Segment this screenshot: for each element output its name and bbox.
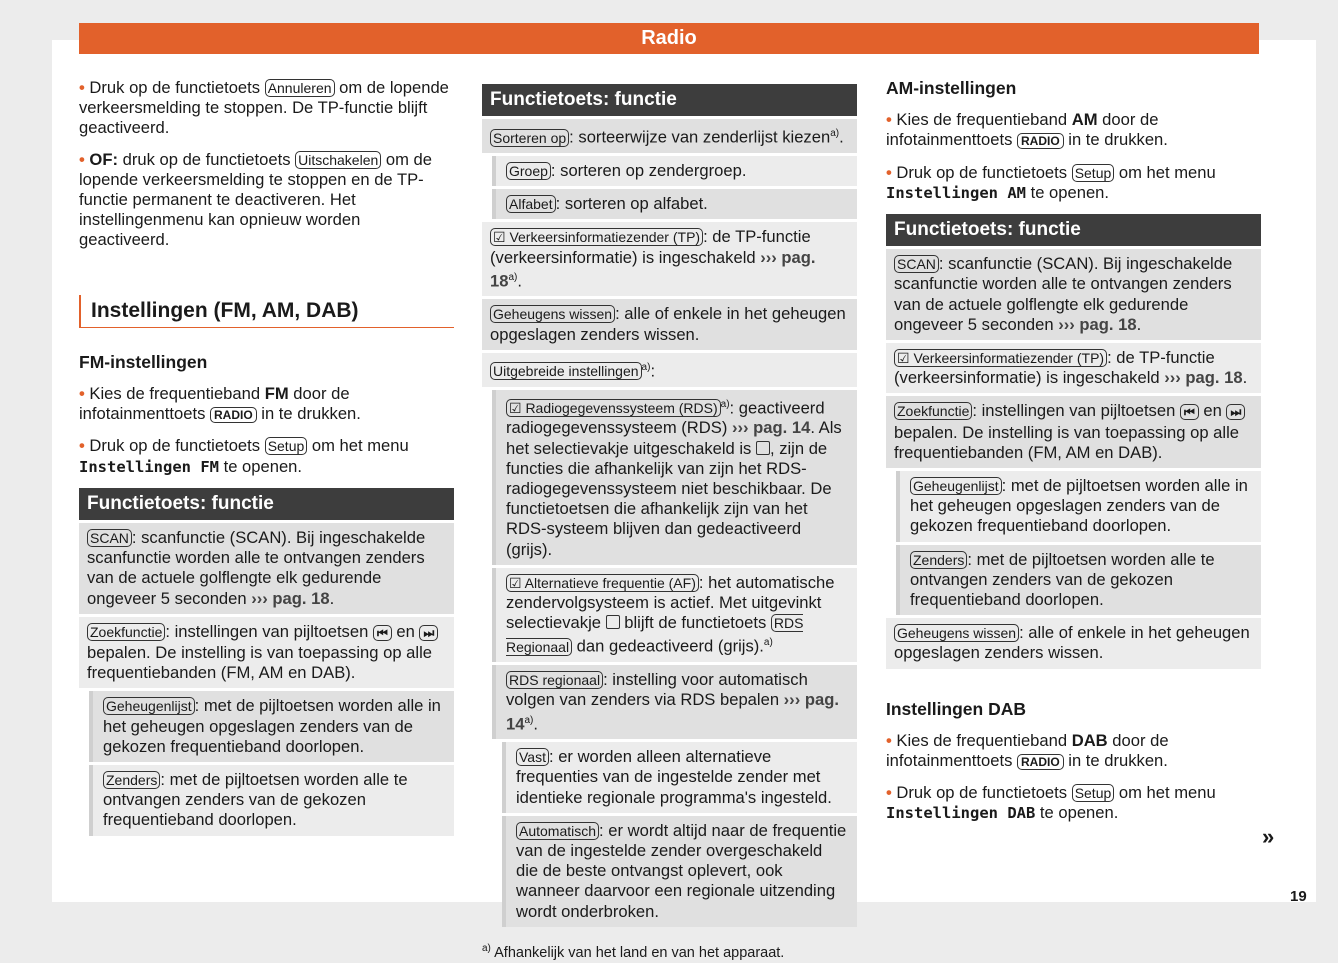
table-row	[89, 765, 454, 836]
table-row	[482, 222, 857, 296]
function-key-label: Zoekfunctie	[87, 623, 165, 641]
bullet-icon: •	[886, 162, 897, 182]
table-row	[482, 353, 857, 387]
footnote-marker: a)	[508, 271, 518, 283]
function-key-label: Alfabet	[506, 195, 556, 213]
text: om de lopende verkeersmelding te stoppen en de TP-functie permanent te deactiveren. Het instellingenmenu kan opnieuw worden geactiveerd.	[79, 149, 433, 250]
page-reference: ››› pag. 18	[1164, 368, 1243, 388]
bullet-item	[886, 110, 1261, 151]
text: en	[1198, 401, 1227, 421]
text: :	[650, 361, 656, 381]
table-row	[502, 816, 857, 927]
text: : er wordt altijd naar de frequentie van de ingestelde zender overgeschakeld die de beste ontvangst oplevert, ook wanneer daarvoor een regionale uitzending wordt onderbroken.	[516, 820, 847, 921]
bold-text: OF:	[89, 149, 118, 169]
seek-forward-key-icon: ⏭	[419, 625, 438, 641]
bullet-icon: •	[886, 730, 897, 750]
function-key-label: Setup	[1072, 164, 1115, 182]
text: , zijn de functies die afhankelijk van zijn het RDS-radiogegevenssysteem niet beschikbaar. De functietoetsen die afhankelijk zijn van het RDS-systeem blijven dan gedeactiveerd (grijs).	[506, 438, 832, 559]
table-row	[492, 665, 857, 739]
text: : alle of enkele in het geheugen opgeslagen zenders wissen.	[894, 623, 1250, 663]
function-key-label: RDS Regionaal	[506, 615, 804, 655]
text: te openen.	[1025, 182, 1110, 202]
text: : met de pijltoetsen worden alle in het geheugen opgeslagen zenders van de gekozen frequentieband doorlopen.	[910, 476, 1248, 536]
function-key-label: Sorteren op	[490, 129, 569, 147]
text: : scanfunctie (SCAN). Bij ingeschakelde scanfunctie worden alle te ontvangen zenders van de actuele golflengte elk gedurende ongeveer 5 seconden	[87, 528, 426, 608]
subheading: AM-instellingen	[886, 78, 1017, 98]
function-table	[482, 84, 857, 927]
text: dan gedeactiveerd (grijs).	[572, 636, 764, 656]
text: te openen.	[218, 456, 303, 476]
subheading: FM-instellingen	[79, 351, 208, 372]
text: te openen.	[1035, 803, 1119, 823]
page-reference: ››› pag. 14	[731, 418, 811, 438]
bullet-icon: •	[886, 110, 897, 130]
function-key-label: Geheugens wissen	[894, 624, 1019, 642]
table-row	[492, 390, 857, 565]
text: Kies de frequentieband	[896, 730, 1072, 750]
function-key-label: Zenders	[910, 551, 967, 569]
column-middle	[482, 78, 857, 963]
bullet-item	[886, 163, 1261, 203]
continue-mark: »	[1262, 824, 1275, 849]
text: druk op de functietoets	[118, 149, 296, 169]
text: . Als het selectievakje uitgeschakeld is	[506, 418, 842, 458]
page-reference: ››› pag. 14	[506, 690, 839, 734]
bullet-item	[79, 384, 454, 425]
page-reference: ››› pag. 18	[490, 247, 816, 291]
function-key-label: Geheugenlijst	[103, 697, 195, 715]
function-key-label: Zoekfunctie	[894, 402, 972, 420]
text: : de TP-functie (verkeersinformatie) is ingeschakeld	[894, 348, 1215, 388]
column-left	[79, 78, 454, 848]
text: : instelling voor automatisch volgen van zenders via RDS bepalen	[506, 670, 808, 710]
table-row	[492, 189, 857, 219]
text: Kies de frequentieband	[896, 110, 1072, 130]
footnote-marker: a)	[641, 361, 651, 373]
radio-key-icon: RADIO	[1017, 754, 1064, 770]
text: : het automatische zendervolgsysteem is actief. Met uitgevinkt selectievakje	[506, 572, 835, 633]
function-key-label: SCAN	[87, 529, 132, 547]
text: door de infotainmenttoets	[886, 110, 1159, 150]
menu-name: Instellingen DAB	[886, 804, 1036, 823]
bullet-icon: •	[886, 783, 897, 803]
function-key-label: SCAN	[894, 255, 939, 273]
bullet-item	[886, 783, 1261, 823]
text: .	[517, 271, 522, 291]
text: Druk op de functietoets	[896, 162, 1072, 182]
text: .	[839, 127, 844, 147]
text: : sorteren op zendergroep.	[550, 160, 747, 180]
text: .	[533, 714, 538, 734]
text: in te drukken.	[1063, 130, 1168, 150]
footnote-marker: a)	[720, 398, 730, 410]
table-row	[502, 742, 857, 813]
text: : met de pijltoetsen worden alle in het geheugen opgeslagen zenders van de gekozen frequentieband doorlopen.	[103, 696, 441, 756]
text: Afhankelijk van het land en van het apparaat.	[490, 944, 785, 961]
subheading: Instellingen DAB	[886, 698, 1027, 719]
table-row	[886, 343, 1261, 393]
function-key-label: Geheugens wissen	[490, 305, 615, 323]
bullet-item	[79, 150, 454, 251]
function-key-label: ☑ Verkeersinformatiezender (TP)	[490, 228, 703, 246]
function-key-label: ☑ Alternatieve frequentie (AF)	[506, 574, 699, 592]
text: : geactiveerd radiogegevenssysteem (RDS)	[506, 398, 825, 438]
text: Druk op de functietoets	[89, 78, 265, 97]
bullet-item	[886, 731, 1261, 772]
text: bepalen. De instelling is van toepassing op alle frequentiebanden (FM, AM en DAB).	[87, 643, 433, 683]
table-row	[886, 249, 1261, 340]
function-key-label: Setup	[265, 437, 308, 455]
bullet-item	[79, 436, 454, 476]
table-row	[79, 617, 454, 689]
table-row	[896, 471, 1261, 542]
section-header: Radio	[79, 23, 1259, 54]
table-row	[492, 568, 857, 662]
function-key-label: Groep	[506, 162, 551, 180]
footnote	[482, 939, 857, 963]
table-row	[896, 545, 1261, 616]
column-right	[886, 78, 1261, 835]
table-row	[492, 156, 857, 186]
table-row	[886, 396, 1261, 468]
radio-key-icon: RADIO	[210, 407, 257, 423]
function-key-label: Setup	[1072, 784, 1115, 802]
bullet-icon: •	[79, 149, 90, 169]
unchecked-checkbox-icon	[756, 441, 770, 455]
text: : sorteerwijze van zenderlijst kiezen	[569, 127, 831, 147]
text: : er worden alleen alternatieve frequenties van de ingestelde zender met identieke regionale programma's ingesteld.	[516, 747, 832, 807]
text: : instellingen van pijltoetsen	[972, 401, 1180, 421]
function-key-label: Uitschakelen	[295, 151, 381, 169]
text: blijft de functietoets	[619, 613, 771, 633]
seek-forward-key-icon: ⏭	[1226, 404, 1245, 420]
function-key-label: Zenders	[103, 771, 160, 789]
table-row	[79, 523, 454, 614]
unchecked-checkbox-icon	[606, 615, 620, 629]
table-row	[482, 119, 857, 153]
text: .	[329, 588, 335, 608]
table-row	[482, 299, 857, 349]
text: in te drukken.	[1063, 751, 1168, 771]
text: : alle of enkele in het geheugen opgeslagen zenders wissen.	[490, 304, 846, 344]
text: om de lopende verkeersmelding te stoppen. De TP-functie blijft geactiveerd.	[79, 78, 449, 138]
table-row	[886, 618, 1261, 668]
bullet-icon: •	[79, 436, 90, 456]
text: : sorteren op alfabet.	[555, 194, 708, 214]
text: : de TP-functie (verkeersinformatie) is ingeschakeld	[490, 227, 811, 267]
function-table	[886, 214, 1261, 669]
text: door de infotainmenttoets	[79, 384, 350, 424]
function-table	[79, 488, 454, 836]
bullet-item	[79, 78, 454, 139]
page-number: 19	[1290, 888, 1307, 905]
bullet-icon: •	[79, 384, 90, 404]
bold-text: DAB	[1071, 730, 1108, 750]
function-key-label: ☑ Radiogegevenssysteem (RDS)	[506, 399, 721, 417]
footnote-marker: a)	[482, 942, 491, 954]
text: om het menu	[307, 436, 409, 456]
text: .	[1136, 314, 1142, 334]
page-reference: ››› pag. 18	[251, 588, 330, 608]
function-key-label: Annuleren	[265, 79, 335, 97]
text: door de infotainmenttoets	[886, 730, 1169, 771]
radio-key-icon: RADIO	[1017, 133, 1064, 149]
footnote-marker: a)	[763, 637, 773, 649]
bold-text: FM	[264, 384, 289, 404]
menu-name: Instellingen FM	[79, 457, 219, 476]
function-key-label: Geheugenlijst	[910, 477, 1002, 495]
text: in te drukken.	[256, 404, 361, 424]
text: en	[391, 621, 420, 641]
text: Druk op de functietoets	[89, 436, 265, 456]
text: .	[1242, 368, 1248, 388]
function-key-label: RDS regionaal	[506, 671, 603, 689]
text: Kies de frequentieband	[89, 384, 265, 404]
table-row	[89, 691, 454, 762]
table-header: Functietoets: functie	[79, 488, 454, 520]
table-header: Functietoets: functie	[482, 84, 857, 116]
function-key-label: Automatisch	[516, 822, 599, 840]
seek-back-key-icon: ⏮	[373, 625, 392, 641]
page-reference: ››› pag. 18	[1058, 314, 1137, 334]
function-key-label: Vast	[516, 748, 549, 766]
text: Druk op de functietoets	[896, 783, 1072, 803]
section-heading: Instellingen (FM, AM, DAB)	[79, 295, 454, 328]
function-key-label: Uitgebreide instellingen	[490, 362, 642, 380]
text: bepalen. De instelling is van toepassing op alle frequentiebanden (FM, AM en DAB).	[894, 422, 1240, 462]
footnote-marker: a)	[524, 714, 534, 726]
text: om het menu	[1114, 162, 1216, 182]
text: : met de pijltoetsen worden alle te ontvangen zenders van de gekozen frequentieband doorlopen.	[910, 549, 1215, 610]
bold-text: AM	[1071, 110, 1098, 130]
text: om het menu	[1114, 783, 1216, 803]
function-key-label: ☑ Verkeersinformatiezender (TP)	[894, 349, 1107, 367]
text: : instellingen van pijltoetsen	[165, 621, 373, 641]
menu-name: Instellingen AM	[886, 183, 1026, 202]
table-header: Functietoets: functie	[886, 214, 1261, 246]
seek-back-key-icon: ⏮	[1180, 404, 1199, 420]
footnote-marker: a)	[830, 128, 840, 140]
text: : met de pijltoetsen worden alle te ontvangen zenders van de gekozen frequentieband doorlopen.	[103, 770, 408, 830]
text: : scanfunctie (SCAN). Bij ingeschakelde scanfunctie worden alle te ontvangen zenders van de actuele golflengte elk gedurende ongeveer 5 seconden	[894, 254, 1233, 334]
bullet-icon: •	[79, 78, 90, 97]
